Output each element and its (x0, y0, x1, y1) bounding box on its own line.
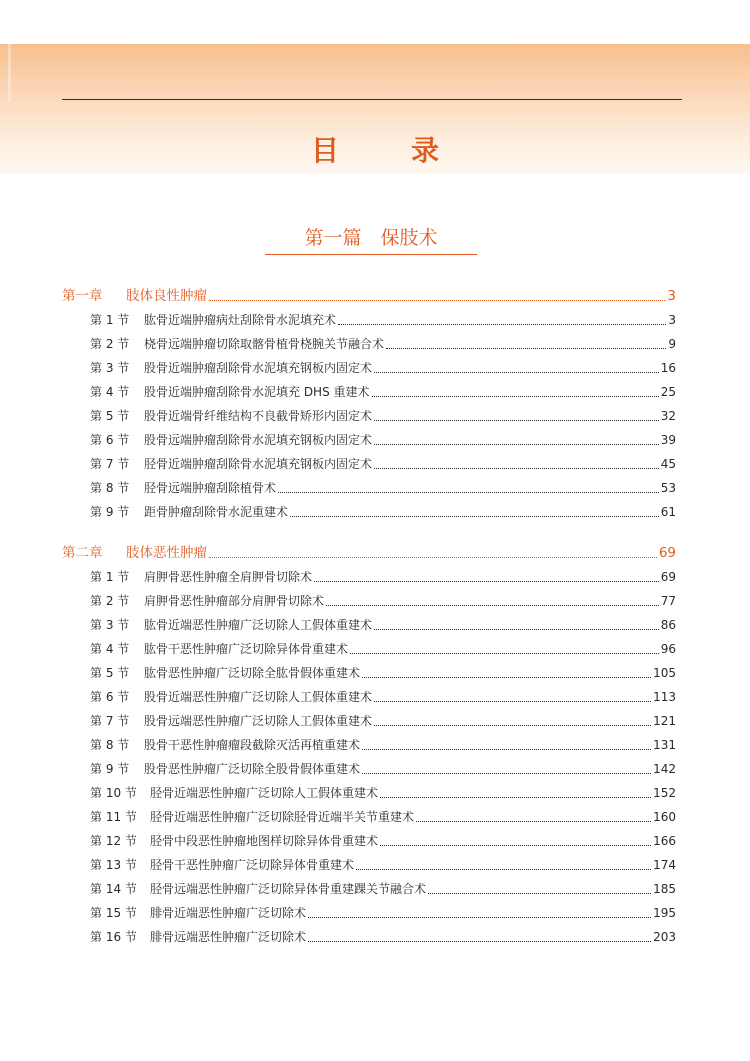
chapter-page: 69 (658, 545, 676, 561)
section-title: 肱骨近端肿瘤病灶刮除骨水泥填充术 (144, 313, 337, 327)
section-page: 105 (653, 666, 676, 680)
toc-section[interactable] (90, 453, 676, 475)
toc-section[interactable] (90, 734, 676, 756)
section-page: 32 (660, 409, 676, 423)
section-number: 第 3 节 (90, 618, 130, 632)
chapter-title: 肢体良性肿瘤 (126, 288, 207, 304)
dot-leader (278, 492, 659, 493)
toc-title: 目 录 (310, 134, 461, 167)
chapter-title: 肢体恶性肿瘤 (126, 545, 207, 561)
toc-section[interactable] (90, 614, 676, 636)
toc-section[interactable] (90, 830, 676, 852)
section-title: 股骨近端肿瘤刮除骨水泥填充钢板内固定术 (144, 361, 373, 375)
dot-leader (326, 605, 659, 606)
dot-leader (209, 300, 665, 301)
toc-section[interactable] (90, 902, 676, 924)
section-page: 86 (660, 618, 676, 632)
section-number: 第 1 节 (90, 570, 130, 584)
section-title: 胫骨近端恶性肿瘤广泛切除胫骨近端半关节重建术 (150, 810, 415, 824)
section-title: 股骨远端恶性肿瘤广泛切除人工假体重建术 (144, 714, 373, 728)
toc-section[interactable] (90, 333, 676, 355)
dot-leader (362, 773, 651, 774)
section-page: 185 (653, 882, 676, 896)
section-page: 25 (660, 385, 676, 399)
toc-section[interactable] (90, 357, 676, 379)
section-page: 203 (653, 930, 676, 944)
section-title: 桡骨远端肿瘤切除取髂骨植骨桡腕关节融合术 (144, 337, 385, 351)
section-title: 股骨近端骨纤维结构不良截骨矫形内固定术 (144, 409, 373, 423)
dot-leader (362, 749, 651, 750)
toc-section[interactable] (90, 926, 676, 948)
toc-chapter[interactable] (62, 285, 676, 307)
section-page: 131 (653, 738, 676, 752)
section-number: 第 6 节 (90, 690, 130, 704)
section-number: 第 4 节 (90, 642, 130, 656)
section-number: 第 6 节 (90, 433, 130, 447)
section-number: 第 16 节 (90, 930, 137, 944)
section-number: 第 12 节 (90, 834, 137, 848)
toc-section[interactable] (90, 806, 676, 828)
section-number: 第 2 节 (90, 337, 130, 351)
dot-leader (290, 516, 659, 517)
section-page: 39 (660, 433, 676, 447)
part-title: 第一篇 保肢术 (304, 227, 438, 249)
section-number: 第 7 节 (90, 714, 130, 728)
section-page: 113 (653, 690, 676, 704)
section-number: 第 8 节 (90, 481, 130, 495)
section-title: 距骨肿瘤刮除骨水泥重建术 (144, 505, 289, 519)
section-title: 胫骨远端肿瘤刮除植骨术 (144, 481, 277, 495)
chapter-page: 3 (667, 288, 676, 304)
section-title: 股骨恶性肿瘤广泛切除全股骨假体重建术 (144, 762, 361, 776)
toc-section[interactable] (90, 566, 676, 588)
section-page: 61 (660, 505, 676, 519)
section-page: 166 (653, 834, 676, 848)
dot-leader (416, 821, 651, 822)
section-number: 第 1 节 (90, 313, 130, 327)
section-title: 肱骨干恶性肿瘤广泛切除异体骨重建术 (144, 642, 349, 656)
toc-section[interactable] (90, 758, 676, 780)
toc-section[interactable] (90, 405, 676, 427)
toc-section[interactable] (90, 590, 676, 612)
section-title: 腓骨近端恶性肿瘤广泛切除术 (150, 906, 307, 920)
section-number: 第 10 节 (90, 786, 137, 800)
section-title: 股骨近端恶性肿瘤广泛切除人工假体重建术 (144, 690, 373, 704)
dot-leader (386, 348, 666, 349)
section-number: 第 9 节 (90, 505, 130, 519)
dot-leader (374, 372, 659, 373)
dot-leader (372, 396, 659, 397)
header-rule (62, 99, 682, 100)
section-title: 股骨近端肿瘤刮除骨水泥填充 DHS 重建术 (144, 385, 370, 399)
section-page: 96 (660, 642, 676, 656)
section-title: 胫骨干恶性肿瘤广泛切除异体骨重建术 (150, 858, 355, 872)
header-accent-stripe (8, 44, 11, 102)
section-page: 152 (653, 786, 676, 800)
section-number: 第 14 节 (90, 882, 137, 896)
section-number: 第 8 节 (90, 738, 130, 752)
dot-leader (380, 797, 651, 798)
chapter-number: 第二章 (62, 545, 103, 561)
section-title: 肩胛骨恶性肿瘤部分肩胛骨切除术 (144, 594, 325, 608)
dot-leader (314, 581, 659, 582)
section-title: 胫骨近端肿瘤刮除骨水泥填充钢板内固定术 (144, 457, 373, 471)
toc-section[interactable] (90, 501, 676, 523)
dot-leader (350, 653, 659, 654)
dot-leader (374, 629, 659, 630)
toc-section[interactable] (90, 429, 676, 451)
section-number: 第 13 节 (90, 858, 137, 872)
toc-section[interactable] (90, 477, 676, 499)
dot-leader (428, 893, 651, 894)
dot-leader (374, 420, 659, 421)
chapter-number: 第一章 (62, 288, 103, 304)
section-page: 16 (660, 361, 676, 375)
section-number: 第 5 节 (90, 666, 130, 680)
toc-section[interactable] (90, 854, 676, 876)
dot-leader (308, 917, 651, 918)
toc-section[interactable] (90, 782, 676, 804)
toc-section[interactable] (90, 638, 676, 660)
section-page: 9 (668, 337, 676, 351)
section-title: 肱骨恶性肿瘤广泛切除全肱骨假体重建术 (144, 666, 361, 680)
toc-section[interactable] (90, 381, 676, 403)
toc-section[interactable] (90, 309, 676, 331)
section-title: 胫骨远端恶性肿瘤广泛切除异体骨重建踝关节融合术 (150, 882, 427, 896)
section-title: 腓骨远端恶性肿瘤广泛切除术 (150, 930, 307, 944)
section-page: 77 (660, 594, 676, 608)
dot-leader (338, 324, 666, 325)
section-number: 第 2 节 (90, 594, 130, 608)
section-title: 肱骨近端恶性肿瘤广泛切除人工假体重建术 (144, 618, 373, 632)
toc-section[interactable] (90, 686, 676, 708)
section-number: 第 7 节 (90, 457, 130, 471)
section-page: 160 (653, 810, 676, 824)
section-page: 69 (660, 570, 676, 584)
dot-leader (374, 701, 651, 702)
dot-leader (374, 725, 651, 726)
section-page: 3 (668, 313, 676, 327)
toc-section[interactable] (90, 662, 676, 684)
dot-leader (374, 444, 659, 445)
section-title: 胫骨近端恶性肿瘤广泛切除人工假体重建术 (150, 786, 379, 800)
section-title: 胫骨中段恶性肿瘤地图样切除异体骨重建术 (150, 834, 379, 848)
section-number: 第 3 节 (90, 361, 130, 375)
section-number: 第 9 节 (90, 762, 130, 776)
section-page: 195 (653, 906, 676, 920)
section-page: 174 (653, 858, 676, 872)
dot-leader (308, 941, 651, 942)
section-title: 肩胛骨恶性肿瘤全肩胛骨切除术 (144, 570, 313, 584)
section-page: 142 (653, 762, 676, 776)
dot-leader (209, 557, 657, 558)
section-number: 第 11 节 (90, 810, 137, 824)
dot-leader (380, 845, 651, 846)
section-title: 股骨干恶性肿瘤瘤段截除灭活再植重建术 (144, 738, 361, 752)
section-page: 45 (660, 457, 676, 471)
toc-chapter[interactable] (62, 542, 676, 564)
section-page: 53 (660, 481, 676, 495)
part-title-underline (265, 254, 477, 255)
dot-leader (356, 869, 651, 870)
toc-section[interactable] (90, 878, 676, 900)
dot-leader (374, 468, 659, 469)
section-number: 第 15 节 (90, 906, 137, 920)
section-title: 股骨远端肿瘤刮除骨水泥填充钢板内固定术 (144, 433, 373, 447)
dot-leader (362, 677, 651, 678)
toc-section[interactable] (90, 710, 676, 732)
section-number: 第 4 节 (90, 385, 130, 399)
section-number: 第 5 节 (90, 409, 130, 423)
section-page: 121 (653, 714, 676, 728)
